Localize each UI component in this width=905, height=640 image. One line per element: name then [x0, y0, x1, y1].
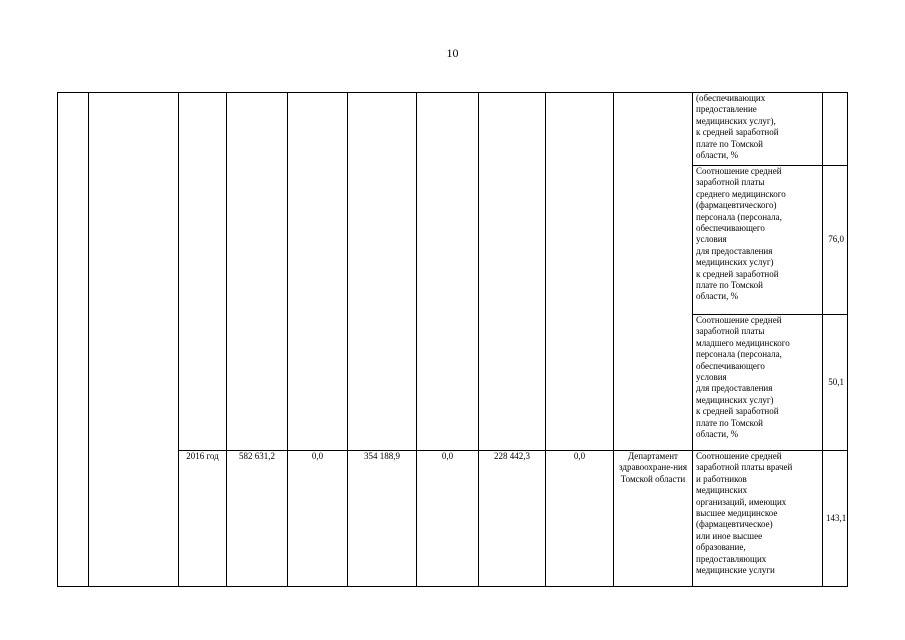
table-cell-empty	[89, 93, 179, 587]
indicator-cell: Соотношение средней заработной платы младшего медицинского персонала (персонала, обеспечивающего условия для предоставления медицинских услуг) к средней заработной плате по Томской области, %	[693, 315, 823, 451]
col7-cell: 228 442,3	[479, 451, 546, 587]
table-cell-empty	[479, 93, 546, 451]
table-cell-empty	[348, 93, 417, 451]
table-cell-empty	[614, 93, 693, 451]
value-cell	[823, 93, 848, 166]
table-cell-empty	[417, 93, 479, 451]
table-cell-empty	[546, 93, 614, 451]
indicator-cell: Соотношение средней заработной платы врачей и работников медицинских организаций, имеющих высшее медицинское (фармацевтическое) или иное высшее образование, предоставляющих медицинские услуги	[693, 451, 823, 587]
col4-cell: 0,0	[288, 451, 348, 587]
page-number: 10	[446, 46, 459, 60]
department-cell: Департамент здравоохране-ния Томской области	[614, 451, 693, 587]
total-cell: 582 631,2	[227, 451, 288, 587]
value-cell: 143,1	[823, 451, 848, 587]
table-cell-empty	[58, 93, 89, 587]
table-row	[58, 93, 848, 166]
table-cell-empty	[227, 93, 288, 451]
table-cell-empty	[288, 93, 348, 451]
indicator-cell: (обеспечивающих предоставление медицинских услуг), к средней заработной плате по Томской области, %	[693, 93, 823, 166]
indicator-cell: Соотношение средней заработной платы среднего медицинского (фармацевтического) персонала (персонала, обеспечивающего условия для предоставления медицинских услуг) к средней заработной плате по Томской области, %	[693, 166, 823, 315]
value-cell: 50,1	[823, 315, 848, 451]
col5-cell: 354 188,9	[348, 451, 417, 587]
col6-cell: 0,0	[417, 451, 479, 587]
value-cell: 76,0	[823, 166, 848, 315]
program-table	[57, 92, 848, 587]
year-cell: 2016 год	[179, 451, 227, 587]
table-cell-empty	[179, 93, 227, 451]
col8-cell: 0,0	[546, 451, 614, 587]
